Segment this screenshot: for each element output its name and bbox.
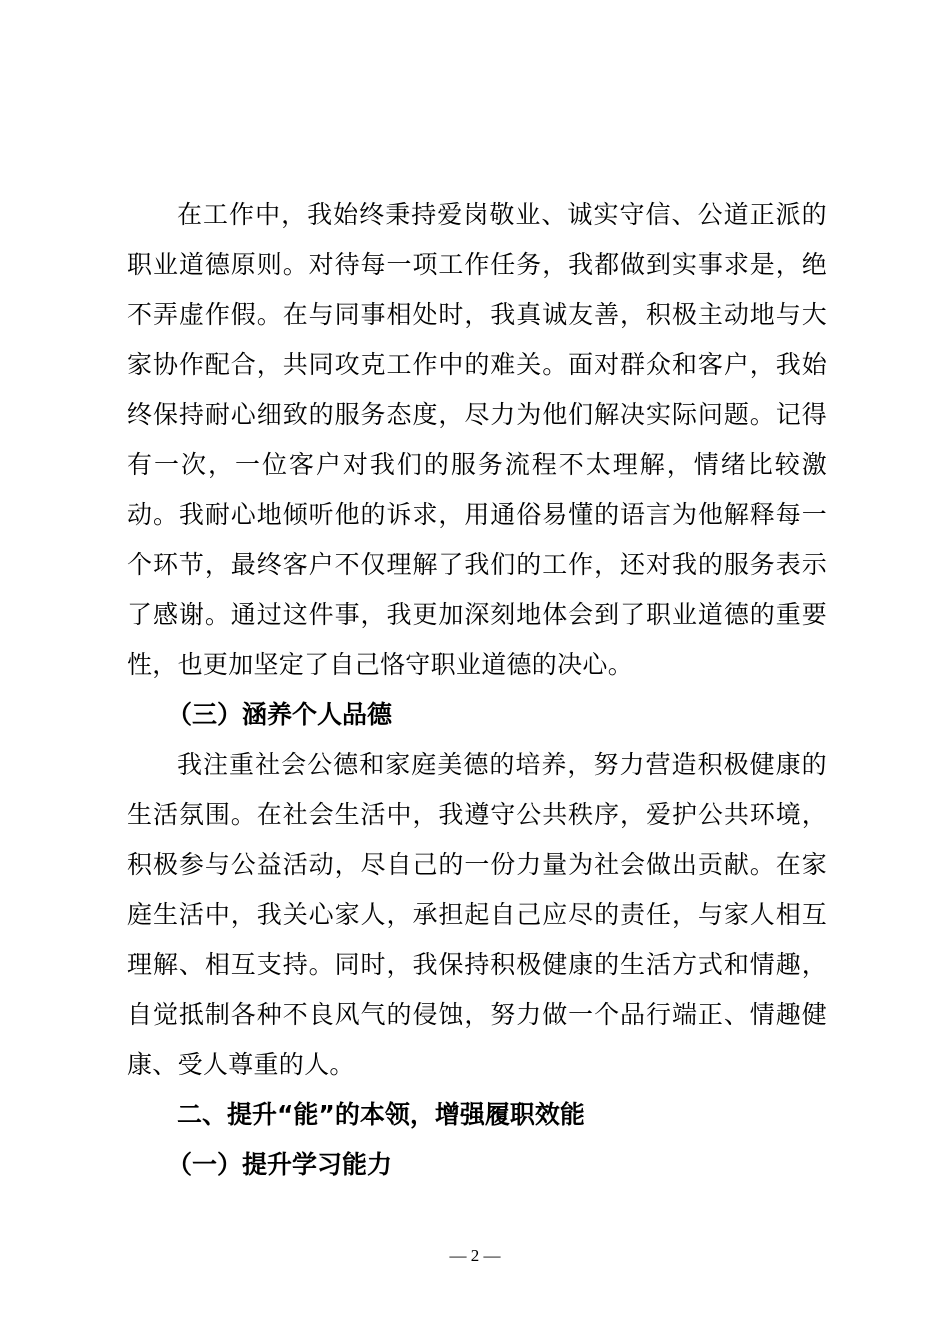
- document-body: [127, 190, 827, 1190]
- heading-improve-ability: 二、提升“能”的本领，增强履职效能: [177, 1100, 585, 1129]
- paragraph-professional-ethics: 在工作中，我始终秉持爱岗敬业、诚实守信、公道正派的职业道德原则。对待每一项工作任务，我都做到实事求是，绝不弄虚作假。在与同事相处时，我真诚友善，积极主动地与大家协作配合，共同攻克工作中的难关。面对群众和客户，我始终保持耐心细致的服务态度，尽力为他们解决实际问题。记得有一次，一位客户对我们的服务流程不太理解，情绪比较激动。我耐心地倾听他的诉求，用通俗易懂的语言为他解释每一个环节，最终客户不仅理解了我们的工作，还对我的服务表示了感谢。通过这件事，我更加深刻地体会到了职业道德的重要性，也更加坚定了自己恪守职业道德的决心。: [127, 200, 827, 679]
- heading-personal-morality: （三）涵养个人品德: [167, 700, 393, 729]
- heading-learning-ability: （一）提升学习能力: [167, 1150, 393, 1179]
- page-number: — 2 —: [449, 1246, 501, 1265]
- paragraph-personal-morality: 我注重社会公德和家庭美德的培养，努力营造积极健康的生活氛围。在社会生活中，我遵守公共秩序，爱护公共环境，积极参与公益活动，尽自己的一份力量为社会做出贡献。在家庭生活中，我关心家人，承担起自己应尽的责任，与家人相互理解、相互支持。同时，我保持积极健康的生活方式和情趣，自觉抵制各种不良风气的侵蚀，努力做一个品行端正、情趣健康、受人尊重的人。: [127, 750, 827, 1079]
